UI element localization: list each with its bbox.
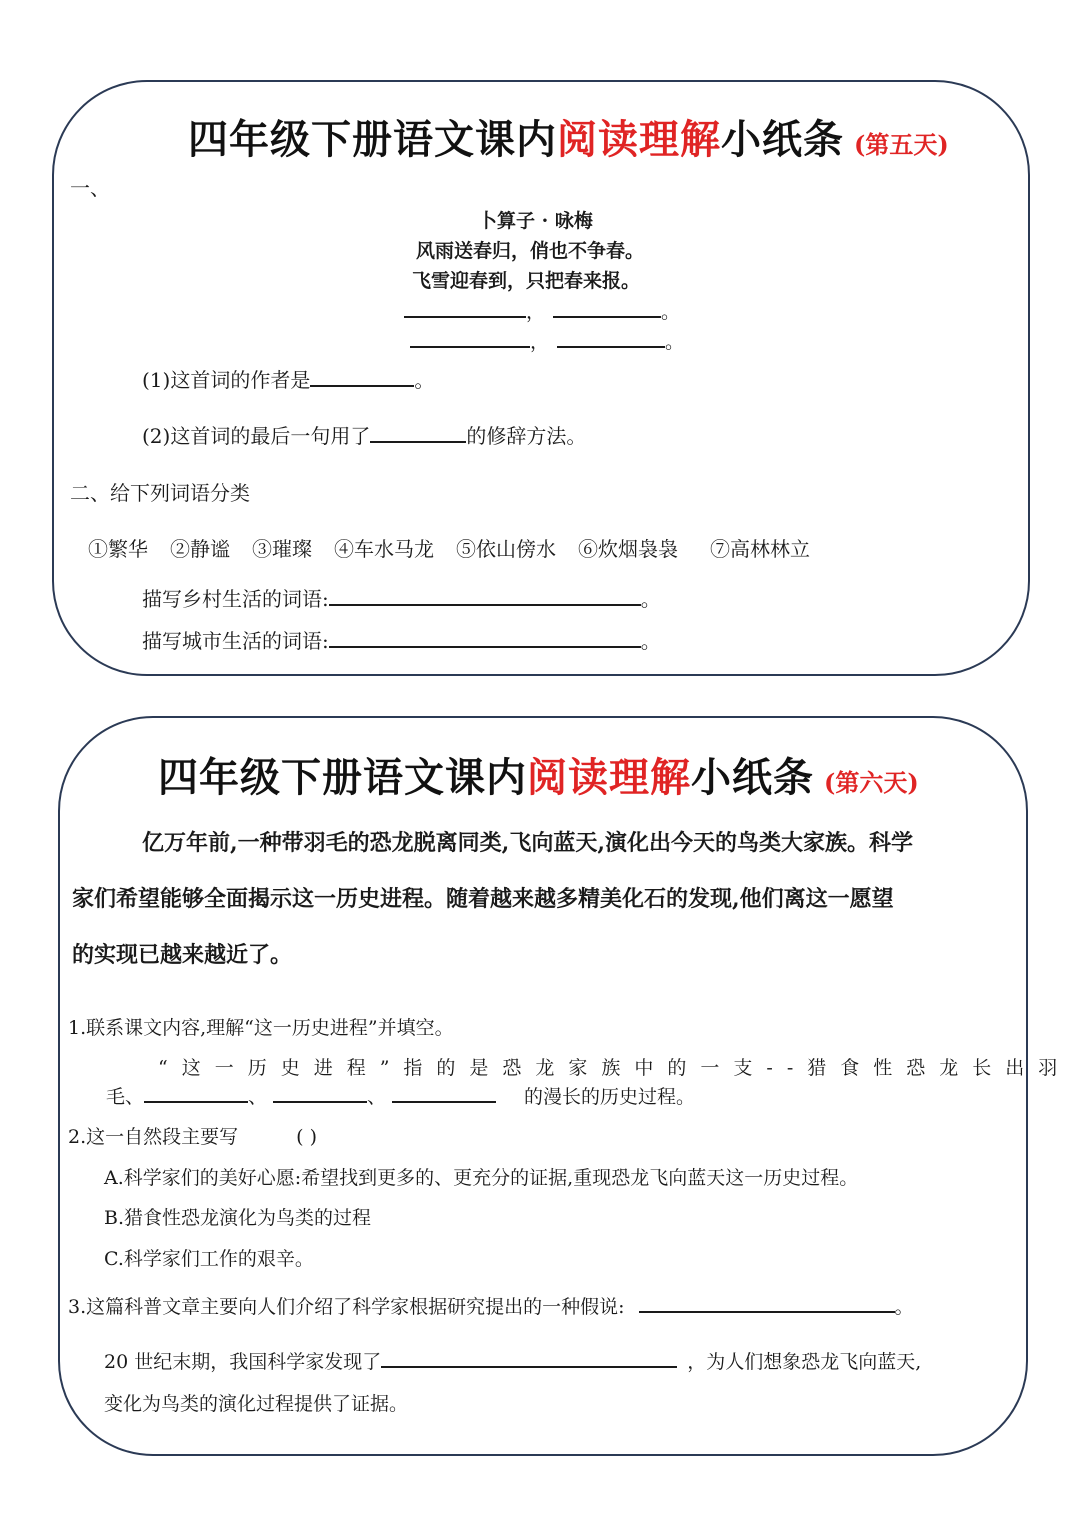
question-3-day6 [68, 1292, 914, 1319]
text-fragment: ，为人们想象恐龙飞向蓝天, [687, 1351, 922, 1373]
punct: 。 [665, 331, 685, 353]
title-highlight: 阅读理解 [527, 754, 691, 801]
question-2-day6 [68, 1122, 317, 1149]
page-title-day6 [158, 746, 919, 803]
word-item: ②静谧 [170, 537, 230, 561]
rhetoric-answer-blank[interactable] [370, 423, 466, 443]
word-item: ⑦高林林立 [710, 537, 810, 561]
punct: 、 [248, 1086, 268, 1108]
question-2-day5 [142, 420, 586, 449]
punct: 。 [640, 587, 661, 611]
rural-label: 描写乡村生活的词语: [142, 587, 329, 611]
author-answer-blank[interactable] [310, 367, 414, 387]
fossil-answer-blank[interactable] [381, 1348, 677, 1368]
punct: ， [530, 331, 550, 353]
punct: 。 [661, 301, 681, 323]
passage-line-3: 的实现已越来越近了。 [72, 942, 293, 968]
question-1-blanks [106, 1082, 695, 1109]
question-text: 2.这一自然段主要写 [68, 1126, 239, 1148]
question-text: (1)这首词的作者是 [142, 368, 311, 392]
section-number-1: 一、 [70, 176, 110, 200]
hypothesis-answer-blank[interactable] [639, 1293, 895, 1313]
poem-blank-row-1 [404, 297, 680, 324]
text-fragment: 20 世纪末期，我国科学家发现了 [104, 1351, 382, 1373]
section-heading-2: 二、给下列词语分类 [70, 481, 250, 505]
answer-paren[interactable]: ( ) [296, 1126, 318, 1148]
question-3b-row [104, 1347, 921, 1374]
question-1-day6: 1.联系课文内容,理解“这一历史进程”并填空。 [68, 1017, 454, 1039]
option-b[interactable]: B.猎食性恐龙演化为鸟类的过程 [104, 1207, 372, 1229]
rural-words-row [142, 583, 661, 612]
poem-blank-row-2 [410, 327, 684, 354]
question-text-tail: 的修辞方法。 [466, 424, 587, 448]
question-3b-line-2: 变化为鸟类的演化过程提供了证据。 [104, 1393, 409, 1415]
text-fragment: 毛、 [106, 1086, 145, 1108]
city-words-row [142, 625, 661, 654]
punct: ， [526, 301, 546, 323]
title-highlight: 阅读理解 [557, 116, 721, 163]
fill-blank[interactable] [273, 1083, 367, 1103]
fill-blank[interactable] [410, 328, 530, 348]
option-c[interactable]: C.科学家们工作的艰辛。 [104, 1248, 314, 1270]
word-item: ⑤依山傍水 [456, 537, 556, 561]
question-text: (2)这首词的最后一句用了 [142, 424, 371, 448]
word-item: ④车水马龙 [334, 537, 434, 561]
punct: 。 [640, 629, 661, 653]
fill-blank[interactable] [404, 298, 526, 318]
poem-title: 卜算子 · 咏梅 [478, 210, 593, 232]
city-label: 描写城市生活的词语: [142, 629, 329, 653]
passage-line-1: 亿万年前,一种带羽毛的恐龙脱离同类,飞向蓝天,演化出今天的鸟类大家族。科学 [142, 830, 913, 856]
option-a[interactable]: A.科学家们的美好心愿:希望找到更多的、更充分的证据,重现恐龙飞向蓝天这一历史过程。 [104, 1167, 859, 1189]
word-item: ③璀璨 [252, 537, 312, 561]
title-text-end: 小纸条 [691, 754, 814, 801]
fill-blank[interactable] [557, 328, 665, 348]
punct: 、 [367, 1086, 387, 1108]
fill-blank[interactable] [392, 1083, 496, 1103]
title-day-badge: (第五天) [854, 130, 949, 159]
poem-line-2: 飞雪迎春到，只把春来报。 [412, 270, 641, 292]
question-1-statement: “这一历史进程”指的是恐龙家族中的一支--猎食性恐龙长出羽 [158, 1057, 1072, 1079]
text-fragment: 的漫长的历史过程。 [524, 1086, 696, 1108]
title-text: 四年级下册语文课内 [188, 116, 557, 163]
title-day-badge: (第六天) [824, 768, 919, 797]
word-item: ⑥炊烟袅袅 [578, 537, 678, 561]
word-item: ①繁华 [88, 537, 148, 561]
poem-line-1: 风雨送春归，俏也不争春。 [416, 240, 645, 262]
punct: 。 [414, 368, 435, 392]
passage-line-2: 家们希望能够全面揭示这一历史进程。随着越来越多精美化石的发现,他们离这一愿望 [72, 886, 894, 912]
fill-blank[interactable] [144, 1083, 248, 1103]
city-answer-blank[interactable] [329, 628, 641, 648]
question-text: 3.这篇科普文章主要向人们介绍了科学家根据研究提出的一种假说: [68, 1296, 625, 1318]
title-text: 四年级下册语文课内 [158, 754, 527, 801]
question-1-day5 [142, 364, 434, 393]
fill-blank[interactable] [553, 298, 661, 318]
title-text-end: 小纸条 [721, 116, 844, 163]
page-title-day5 [188, 108, 949, 165]
rural-answer-blank[interactable] [329, 586, 641, 606]
word-list [88, 533, 888, 562]
punct: 。 [894, 1296, 914, 1318]
